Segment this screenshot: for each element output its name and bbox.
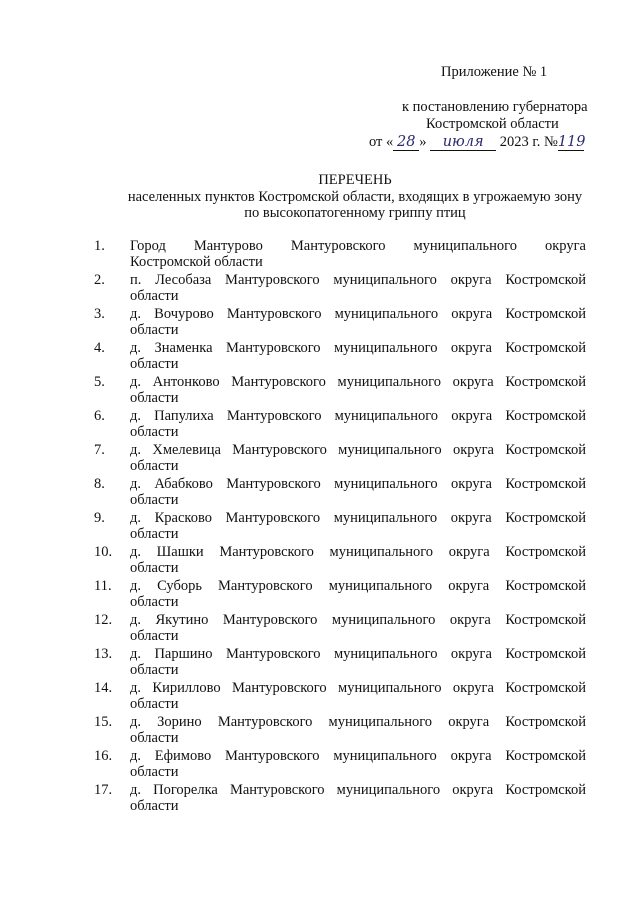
date-prefix: от « — [369, 134, 394, 150]
list-item-text-line1: д. Якутино Мантуровского муниципального округа Костромской — [130, 612, 586, 628]
list-item-text — [130, 578, 586, 610]
document-subtitle-line1: населенных пунктов Костромской области, входящих в угрожаемую зону — [127, 189, 583, 205]
list-item-text — [130, 238, 586, 270]
list-item-text — [130, 646, 586, 678]
list-item-text — [130, 340, 586, 372]
list-item-text-line1: д. Антонково Мантуровского муниципального округа Костромской — [130, 374, 586, 390]
list-item-text-line1: д. Суборь Мантуровского муниципального округа Костромской — [130, 578, 586, 594]
list-item — [0, 374, 640, 408]
list-item-text-line2: области — [130, 390, 179, 406]
decree-date-line — [369, 134, 584, 151]
list-item-text — [130, 408, 586, 440]
list-item-text-line2: области — [130, 662, 179, 678]
list-item-number: 9. — [94, 510, 105, 526]
list-item-number: 12. — [94, 612, 113, 628]
decree-reference-line1: к постановлению губернатора — [402, 99, 588, 115]
list-item — [0, 442, 640, 476]
list-item-number: 3. — [94, 306, 105, 322]
list-item-text — [130, 374, 586, 406]
list-item-text-line1: д. Зорино Мантуровского муниципального округа Костромской — [130, 714, 586, 730]
list-item-text-line1: д. Папулиха Мантуровского муниципального округа Костромской — [130, 408, 586, 424]
list-item-text-line1: д. Абабково Мантуровского муниципального округа Костромской — [130, 476, 586, 492]
list-item-number: 16. — [94, 748, 113, 764]
list-item-text-line2: области — [130, 628, 179, 644]
list-item-number: 17. — [94, 782, 113, 798]
list-item-text — [130, 272, 586, 304]
list-item-text-line1: д. Хмелевица Мантуровского муниципального округа Костромской — [130, 442, 586, 458]
list-item-text-line2: области — [130, 458, 179, 474]
list-item — [0, 748, 640, 782]
list-item — [0, 646, 640, 680]
list-item-text — [130, 306, 586, 338]
list-item-text-line2: области — [130, 526, 179, 542]
list-item-text-line2: области — [130, 594, 179, 610]
list-item-text-line2: Костромской области — [130, 254, 263, 270]
list-item-text — [130, 476, 586, 508]
list-item-text — [130, 680, 586, 712]
list-item-text-line1: д. Кириллово Мантуровского муниципального округа Костромской — [130, 680, 586, 696]
annex-label: Приложение № 1 — [441, 64, 548, 80]
list-item — [0, 272, 640, 306]
list-item — [0, 680, 640, 714]
list-item-text — [130, 612, 586, 644]
document-subtitle-line2: по высокопатогенному гриппу птиц — [244, 205, 466, 221]
list-item-number: 8. — [94, 476, 105, 492]
handwritten-month: июля — [430, 135, 496, 151]
list-item-text — [130, 714, 586, 746]
list-item-text — [130, 510, 586, 542]
document-title: ПЕРЕЧЕНЬ — [318, 172, 392, 188]
list-item — [0, 612, 640, 646]
list-item-text — [130, 782, 586, 814]
list-item-number: 6. — [94, 408, 105, 424]
list-item-text — [130, 748, 586, 780]
handwritten-day: 28 — [393, 135, 419, 151]
list-item-number: 1. — [94, 238, 105, 254]
list-item — [0, 510, 640, 544]
list-item-text-line2: области — [130, 288, 179, 304]
list-item-text-line2: области — [130, 730, 179, 746]
list-item — [0, 544, 640, 578]
list-item-number: 11. — [94, 578, 112, 594]
list-item-number: 7. — [94, 442, 105, 458]
list-item-number: 10. — [94, 544, 113, 560]
list-item — [0, 340, 640, 374]
list-item-number: 14. — [94, 680, 113, 696]
list-item-text-line1: п. Лесобаза Мантуровского муниципального округа Костромской — [130, 272, 586, 288]
list-item — [0, 782, 640, 816]
list-item — [0, 306, 640, 340]
list-item — [0, 408, 640, 442]
handwritten-decree-number: 119 — [557, 134, 586, 150]
list-item-number: 13. — [94, 646, 113, 662]
list-item-text-line2: области — [130, 696, 179, 712]
list-item — [0, 578, 640, 612]
date-mid: » — [419, 134, 427, 150]
list-item — [0, 238, 640, 272]
list-item-number: 5. — [94, 374, 105, 390]
list-item-text-line1: д. Красково Мантуровского муниципального округа Костромской — [130, 510, 586, 526]
list-item-text-line2: области — [130, 356, 179, 372]
list-item-text-line2: области — [130, 492, 179, 508]
list-item-text-line1: д. Вочурово Мантуровского муниципального округа Костромской — [130, 306, 586, 322]
decree-reference-line2: Костромской области — [426, 116, 559, 132]
list-item-text-line2: области — [130, 560, 179, 576]
list-item-text — [130, 544, 586, 576]
list-item-number: 2. — [94, 272, 105, 288]
list-item-text-line1: д. Шашки Мантуровского муниципального округа Костромской — [130, 544, 586, 560]
list-item-text-line1: д. Ефимово Мантуровского муниципального округа Костромской — [130, 748, 586, 764]
list-item-text-line2: области — [130, 764, 179, 780]
list-item-text-line2: области — [130, 424, 179, 440]
list-item-text-line1: д. Погорелка Мантуровского муниципального округа Костромской — [130, 782, 586, 798]
list-item-number: 15. — [94, 714, 113, 730]
list-item-text-line2: области — [130, 322, 179, 338]
list-item — [0, 476, 640, 510]
list-item-number: 4. — [94, 340, 105, 356]
date-year: 2023 г. № — [499, 134, 558, 150]
list-item-text-line1: Город Мантурово Мантуровского муниципального округа — [130, 238, 586, 254]
settlement-list — [0, 238, 640, 816]
list-item-text-line1: д. Паршино Мантуровского муниципального округа Костромской — [130, 646, 586, 662]
list-item-text-line2: области — [130, 798, 179, 814]
list-item — [0, 714, 640, 748]
list-item-text-line1: д. Знаменка Мантуровского муниципального округа Костромской — [130, 340, 586, 356]
list-item-text — [130, 442, 586, 474]
